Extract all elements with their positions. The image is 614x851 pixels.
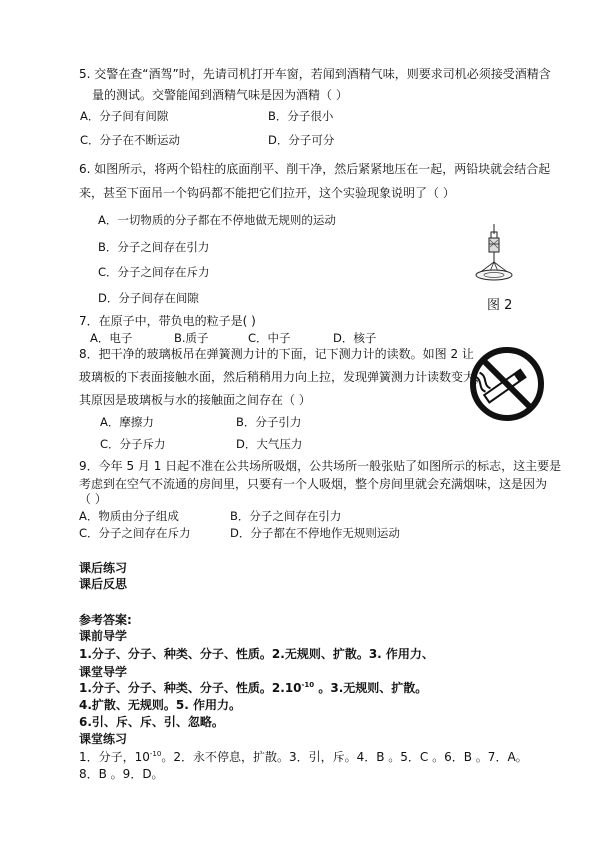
q9-line2: 考虑到在空气不流通的房间里，只要有一个人吸烟，整个房间里就会充满烟味，这是因为 xyxy=(79,477,548,491)
q8-option-d: D．大气压力 xyxy=(236,437,303,451)
after-class-reflection-heading: 课后反思 xyxy=(79,577,128,591)
q6-line2: 来，甚至下面吊一个钩码都不能把它们拉开，这个实验现象说明了（ ） xyxy=(79,186,455,200)
q5-line1: 5. 交警在查“酒驾”时，先请司机打开车窗，若闻到酒精气味，则要求司机必须接受酒精含 xyxy=(79,67,551,81)
preview-heading: 课前导学 xyxy=(79,629,128,643)
class-answer-line-3: 6.引、斥、斥、引、忽略。 xyxy=(79,715,224,729)
q8-line2: 玻璃板的下表面接触水面，然后稍稍用力向上拉，发现弹簧测力计读数变大， xyxy=(79,370,488,384)
q9-option-a: A．物质由分子组成 xyxy=(79,509,179,523)
q9-option-d: D．分子都在不停地作无规则运动 xyxy=(230,526,400,540)
q8-option-a: A．摩擦力 xyxy=(100,415,154,429)
q5-option-c: C．分子在不断运动 xyxy=(80,133,181,147)
class-answer-line-2: 4.扩散、无规则。5. 作用力。 xyxy=(79,698,241,712)
q9-line3: （ ） xyxy=(79,492,107,506)
q8-option-b: B．分子引力 xyxy=(236,415,302,429)
after-class-practice-heading: 课后练习 xyxy=(79,561,128,575)
q6-line1: 6. 如图所示，将两个铅柱的底面削平、削干净，然后紧紧地压在一起，两铅块就会结合起 xyxy=(79,162,551,176)
q9-line1: 9．今年 5 月 1 日起不准在公共场所吸烟，公共场所一般张贴了如图所示的标志，这主要是 xyxy=(79,459,562,473)
q5-option-d: D．分子可分 xyxy=(268,133,335,147)
q7-option-c: C．中子 xyxy=(248,331,291,345)
class-guide-heading: 课堂导学 xyxy=(79,665,128,679)
q7-stem: 7．在原子中，带负电的粒子是( ) xyxy=(79,314,256,328)
q6-option-c: C．分子之间存在斥力 xyxy=(98,265,210,279)
q9-option-c: C．分子之间存在斥力 xyxy=(79,526,191,540)
q5-option-b: B．分子很小 xyxy=(268,109,334,123)
q8-option-c: C．分子斥力 xyxy=(100,437,166,451)
q7-option-d: D．核子 xyxy=(333,331,377,345)
practice-answer-line-1: 1．分子，$10^{-10}$。2．永不停息，扩散。3．引，斥。4．B 。5．C 。6．B 。7．A。 xyxy=(79,750,528,764)
preview-answer-line: 1.分子、分子、种类、分子、性质。2.无规则、扩散。3. 作用力、 xyxy=(79,647,434,661)
q6-option-d: D．分子间存在间隙 xyxy=(98,291,199,305)
q6-option-a: A．一切物质的分子都在不停地做无规则的运动 xyxy=(98,213,336,227)
q5-line2: 量的测试。交警能闻到酒精气味是因为酒精（ ） xyxy=(92,88,348,102)
q7-option-a: A．电子 xyxy=(90,331,133,345)
figure-2-caption: 图 2 xyxy=(487,298,513,313)
class-practice-heading: 课堂练习 xyxy=(79,732,128,746)
q8-line1: 8．把干净的玻璃板吊在弹簧测力计的下面，记下测力计的读数。如图 2 让 xyxy=(79,347,474,361)
q5-option-a: A．分子间有间隙 xyxy=(80,109,169,123)
answers-title: 参考答案: xyxy=(79,613,132,627)
practice-answer-line-2: 8．B 。9．D。 xyxy=(79,767,164,781)
class-answer-line-1: 1.分子、分子、种类、分子、性质。$2.10^{-10}$ 。3.无规则、扩散。 xyxy=(79,681,428,695)
q8-line3: 其原因是玻璃板与水的接触面之间存在（ ） xyxy=(79,393,311,407)
q6-option-b: B．分子之间存在引力 xyxy=(98,240,210,254)
lead-cylinder-figure xyxy=(470,222,530,296)
q9-option-b: B．分子之间存在引力 xyxy=(230,509,342,523)
q7-option-b: B.质子 xyxy=(174,331,209,345)
